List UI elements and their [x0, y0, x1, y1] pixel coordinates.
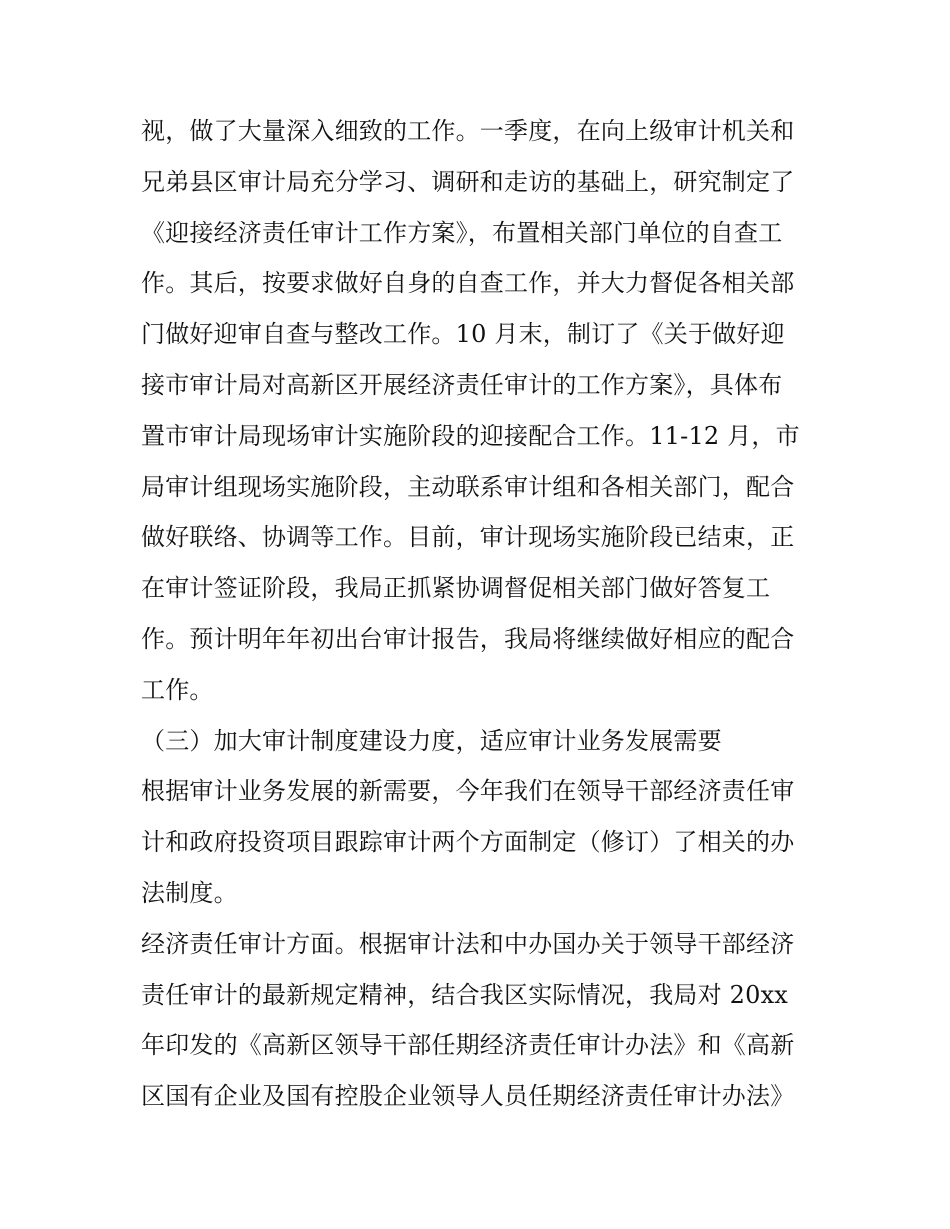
text-line: 区国有企业及国有控股企业领导人员任期经济责任审计办法》 — [141, 1082, 795, 1111]
text-line: 作。其后，按要求做好自身的自查工作，并大力督促各相关部 — [141, 269, 795, 298]
text-line: 工作。 — [141, 675, 214, 704]
text-line: 做好联络、协调等工作。目前，审计现场实施阶段已结束，正 — [141, 523, 795, 552]
text-line: 兄弟县区审计局充分学习、调研和走访的基础上，研究制定了 — [141, 167, 795, 196]
text-line: 责任审计的最新规定精神，结合我区实际情况，我局对 20xx — [141, 980, 789, 1009]
text-line: 作。预计明年年初出台审计报告，我局将继续做好相应的配合 — [141, 624, 795, 653]
text-line: 接市审计局对高新区开展经济责任审计的工作方案》，具体布 — [141, 370, 783, 399]
text-line: 经济责任审计方面。根据审计法和中办国办关于领导干部经济 — [141, 929, 795, 958]
text-line: 置市审计局现场审计实施阶段的迎接配合工作。11-12 月，市 — [141, 421, 800, 450]
section-heading: （三）加大审计制度建设力度，适应审计业务发展需要 — [141, 726, 722, 755]
text-line: 《迎接经济责任审计工作方案》，布置相关部门单位的自查工 — [141, 218, 783, 247]
text-line: 局审计组现场实施阶段，主动联系审计组和各相关部门，配合 — [141, 472, 795, 501]
text-line: 年印发的《高新区领导干部任期经济责任审计办法》和《高新 — [141, 1031, 795, 1060]
text-line: 视，做了大量深入细致的工作。一季度，在向上级审计机关和 — [141, 117, 795, 145]
text-line: 计和政府投资项目跟踪审计两个方面制定（修订）了相关的办 — [141, 828, 795, 857]
text-line: 门做好迎审自查与整改工作。10 月末，制订了《关于做好迎 — [141, 320, 785, 349]
body-text — [141, 106, 821, 1122]
text-line: 在审计签证阶段，我局正抓紧协调督促相关部门做好答复工 — [141, 574, 771, 603]
text-line: 法制度。 — [141, 878, 238, 907]
text-line: 根据审计业务发展的新需要，今年我们在领导干部经济责任审 — [141, 777, 795, 806]
